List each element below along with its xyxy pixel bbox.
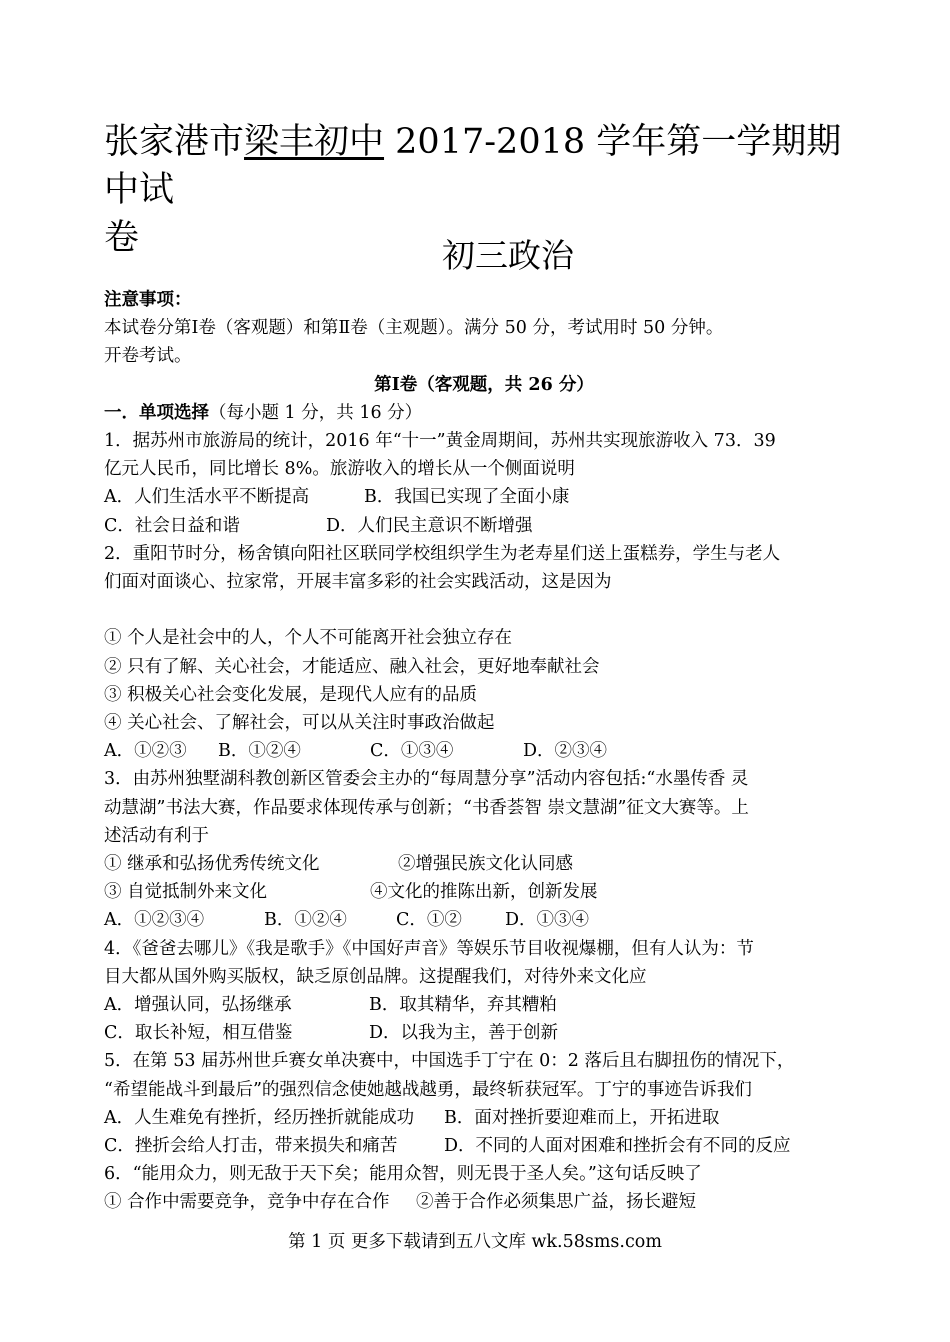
question-5-stem-1: 5．在第 53 届苏州世乒赛女单决赛中，中国选手丁宁在 0：2 落后且右脚扭伤的情况下， — [104, 1051, 795, 1072]
question-4-option-c: C．取长补短，相互借鉴 — [104, 1023, 293, 1044]
part-1-heading — [104, 399, 864, 427]
question-1-option-a: A．人们生活水平不断提高 — [104, 487, 310, 508]
question-3-stem-1: 3．由苏州独墅湖科教创新区管委会主办的“每周慧分享”活动内容包括:“水墨传香 灵 — [104, 769, 749, 790]
question-3-option-a: A．①②③④ — [104, 910, 205, 931]
question-2-item-4: ④ 关心社会、了解社会，可以从关注时事政治做起 — [104, 713, 495, 734]
question-1-option-b: B．我国已实现了全面小康 — [364, 487, 570, 508]
question-3-options — [104, 906, 864, 934]
blank-line — [104, 596, 864, 624]
question-4-option-d: D．以我为主，善于创新 — [369, 1023, 559, 1044]
question-5-options-row-1 — [104, 1104, 864, 1132]
question-5-option-c: C．挫折会给人打击，带来损失和痛苦 — [104, 1136, 398, 1157]
question-2-item-2: ② 只有了解、关心社会，才能适应、融入社会，更好地奉献社会 — [104, 656, 600, 677]
question-4-option-a: A．增强认同，弘扬继承 — [104, 995, 292, 1016]
question-3-item-1: ① 继承和弘扬优秀传统文化 — [104, 854, 320, 875]
question-2-stem-1: 2．重阳节时分，杨舍镇向阳社区联同学校组织学生为老寿星们送上蛋糕券，学生与老人 — [104, 543, 781, 564]
title-part3: 卷 — [104, 218, 140, 258]
question-3-item-2: ②增强民族文化认同感 — [398, 854, 573, 875]
question-3-option-c: C．①② — [396, 910, 462, 931]
question-6-stem-1: 6．“能用众力，则无敌于天下矣；能用众智，则无畏于圣人矣。”这句话反映了 — [104, 1164, 702, 1185]
question-5-option-b: B．面对挫折要迎难而上，开拓进取 — [444, 1107, 720, 1128]
question-1-options-row-1 — [104, 483, 864, 511]
question-4-options-row-1 — [104, 991, 864, 1019]
question-3-items-row-1 — [104, 850, 864, 878]
part-1-note: （每小题 1 分，共 16 分） — [209, 402, 423, 423]
question-3-option-b: B．①②④ — [264, 910, 347, 931]
page-footer: 第 1 页 更多下载请到五八文库 wk.58sms.com — [288, 1232, 662, 1252]
exam-body — [104, 286, 864, 1217]
question-1-option-d: D．人们民主意识不断增强 — [326, 515, 533, 536]
question-3-stem-2: 动慧湖”书法大赛，作品要求体现传承与创新；“书香荟智 崇文慧湖”征文大赛等。上 — [104, 797, 749, 818]
question-2-option-a: A．①②③ — [104, 741, 187, 762]
question-3-item-4: ④文化的推陈出新，创新发展 — [370, 882, 598, 903]
title-part1: 张家港市 — [104, 122, 245, 162]
question-4-stem-2: 目大都从国外购买版权，缺乏原创品牌。这提醒我们，对待外来文化应 — [104, 966, 647, 987]
question-3-option-d: D．①③④ — [505, 910, 590, 931]
question-3-stem-3: 述活动有利于 — [104, 825, 209, 846]
title-part2: 2017-2018 学年第一学期期中试 — [104, 122, 842, 210]
question-3-item-3: ③ 自觉抵制外来文化 — [104, 882, 268, 903]
question-2-option-d: D．②③④ — [523, 741, 608, 762]
question-1-options-row-2 — [104, 512, 864, 540]
question-2-options — [104, 737, 864, 765]
notice-heading: 注意事项： — [104, 290, 192, 310]
question-4-options-row-2 — [104, 1019, 864, 1047]
question-6-items-row-1 — [104, 1188, 864, 1216]
question-5-option-d: D．不同的人面对困难和挫折会有不同的反应 — [444, 1136, 791, 1157]
question-5-option-a: A．人生难免有挫折，经历挫折就能成功 — [104, 1107, 415, 1128]
notice-line-1: 本试卷分第Ⅰ卷（客观题）和第Ⅱ卷（主观题）。满分 50 分，考试用时 50 分钟。 — [104, 318, 724, 339]
exam-subject: 初三政治 — [442, 236, 574, 275]
question-6-item-2: ②善于合作必须集思广益，扬长避短 — [416, 1192, 696, 1213]
question-2-option-c: C．①③④ — [370, 741, 454, 762]
question-3-items-row-2 — [104, 878, 864, 906]
question-1-stem-2: 亿元人民币，同比增长 8%。旅游收入的增长从一个侧面说明 — [104, 459, 575, 480]
question-4-stem-1: 4．《爸爸去哪儿》《我是歌手》《中国好声音》等娱乐节目收视爆棚，但有人认为：节 — [104, 938, 754, 959]
question-1-stem-1: 1．据苏州市旅游局的统计，2016 年“十一”黄金周期间，苏州共实现旅游收入 73．39 — [104, 431, 776, 452]
title-school-name: 梁丰初中 — [244, 122, 385, 162]
section-1-title: 第Ⅰ卷（客观题，共 26 分） — [374, 374, 594, 395]
question-6-item-1: ① 合作中需要竞争，竞争中存在合作 — [104, 1192, 390, 1213]
question-4-option-b: B．取其精华，弃其糟粕 — [369, 995, 557, 1016]
notice-line-2: 开卷考试。 — [104, 346, 192, 367]
question-2-item-1: ① 个人是社会中的人，个人不可能离开社会独立存在 — [104, 628, 513, 649]
question-2-option-b: B．①②④ — [218, 741, 301, 762]
question-5-options-row-2 — [104, 1132, 864, 1160]
question-1-option-c: C．社会日益和谐 — [104, 515, 240, 536]
part-1-label: 一．单项选择 — [104, 402, 209, 423]
question-2-item-3: ③ 积极关心社会变化发展，是现代人应有的品质 — [104, 684, 478, 705]
question-2-stem-2: 们面对面谈心、拉家常，开展丰富多彩的社会实践活动，这是因为 — [104, 572, 612, 593]
question-5-stem-2: “希望能战斗到最后”的强烈信念使她越战越勇，最终斩获冠军。丁宁的事迹告诉我们 — [104, 1079, 752, 1100]
